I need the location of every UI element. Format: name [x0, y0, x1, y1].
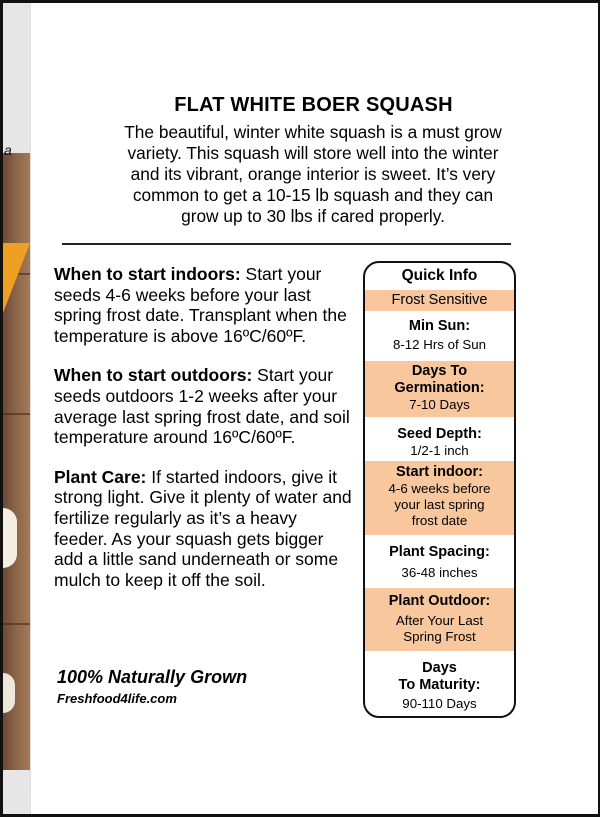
maturity-row	[365, 660, 514, 712]
section-text: Start your seeds 4-6 weeks before your last spring frost date. Transplant when the temperature is above 16ºC/60ºF.	[54, 264, 347, 346]
quick-info-box	[363, 261, 516, 718]
germination-label: Days To	[411, 363, 468, 379]
squash-photo-edge	[3, 153, 30, 770]
description-line: grow up to 30 lbs if cared properly.	[181, 206, 445, 226]
wood-grain	[3, 623, 30, 625]
seed-depth-row	[365, 426, 514, 459]
website-label: Freshfood4life.com	[57, 691, 177, 706]
indoor-section	[54, 264, 354, 346]
description-line: and its vibrant, orange interior is sweet. It’s very	[130, 164, 496, 184]
germination-row	[365, 361, 514, 417]
plant-outdoor-value: After Your Last	[395, 613, 484, 628]
white-squash-edge	[3, 508, 17, 568]
start-indoor-label: Start indoor:	[396, 464, 483, 480]
clipped-text: a	[4, 142, 12, 158]
frost-label: Frost Sensitive	[391, 292, 488, 308]
maturity-label: To Maturity:	[398, 677, 481, 693]
min-sun-value: 8-12 Hrs of Sun	[392, 337, 487, 352]
description-line: variety. This squash will store well into the winter	[127, 143, 499, 163]
plant-care-section	[54, 467, 354, 591]
seed-depth-label: Seed Depth:	[397, 426, 482, 442]
product-description	[58, 122, 568, 227]
seed-depth-value: 1/2-1 inch	[410, 443, 469, 458]
germination-label: Germination:	[394, 380, 485, 396]
outdoor-section	[54, 365, 354, 447]
plant-spacing-value: 36-48 inches	[401, 565, 478, 580]
min-sun-label: Min Sun:	[408, 318, 471, 334]
min-sun-row	[365, 318, 514, 353]
germination-value: 7-10 Days	[409, 397, 470, 412]
naturally-grown-label: 100% Naturally Grown	[57, 667, 248, 687]
white-squash-edge	[3, 673, 15, 713]
section-text: If started indoors, give it strong light. Give it plenty of water and fertilize regularly as it’s a heavy feeder. As your squash gets bigger add a little sand underneath or some mulch to keep it off the soil.	[54, 466, 352, 590]
divider-line	[62, 243, 511, 245]
description-line: The beautiful, winter white squash is a must grow	[124, 122, 502, 142]
start-indoor-value: your last spring	[394, 497, 485, 512]
section-heading: When to start indoors:	[54, 264, 241, 284]
plant-spacing-row	[365, 544, 514, 581]
growing-instructions	[54, 264, 354, 609]
section-text: Start your seeds outdoors 1-2 weeks after your average last spring frost date, and soil temperature around 16ºC/60ºF.	[54, 365, 350, 448]
start-indoor-row	[365, 461, 514, 535]
product-title: FLAT WHITE BOER SQUASH	[174, 94, 453, 116]
start-indoor-value: 4-6 weeks before	[388, 481, 491, 496]
plant-outdoor-label: Plant Outdoor:	[388, 593, 491, 609]
start-indoor-value: frost date	[411, 513, 468, 528]
plant-outdoor-row	[365, 588, 514, 651]
section-heading: Plant Care:	[54, 466, 147, 487]
frost-row	[365, 290, 514, 311]
maturity-value: 90-110 Days	[402, 696, 477, 711]
maturity-label: Days	[422, 660, 457, 676]
description-line: common to get a 10-15 lb squash and they can	[132, 185, 494, 205]
plant-outdoor-value: Spring Frost	[403, 629, 476, 644]
plant-spacing-label: Plant Spacing:	[389, 544, 490, 560]
orange-squash-slice	[3, 243, 30, 313]
quick-info-title: Quick Info	[401, 267, 478, 284]
section-heading: When to start outdoors:	[54, 365, 253, 386]
wood-grain	[3, 413, 30, 415]
